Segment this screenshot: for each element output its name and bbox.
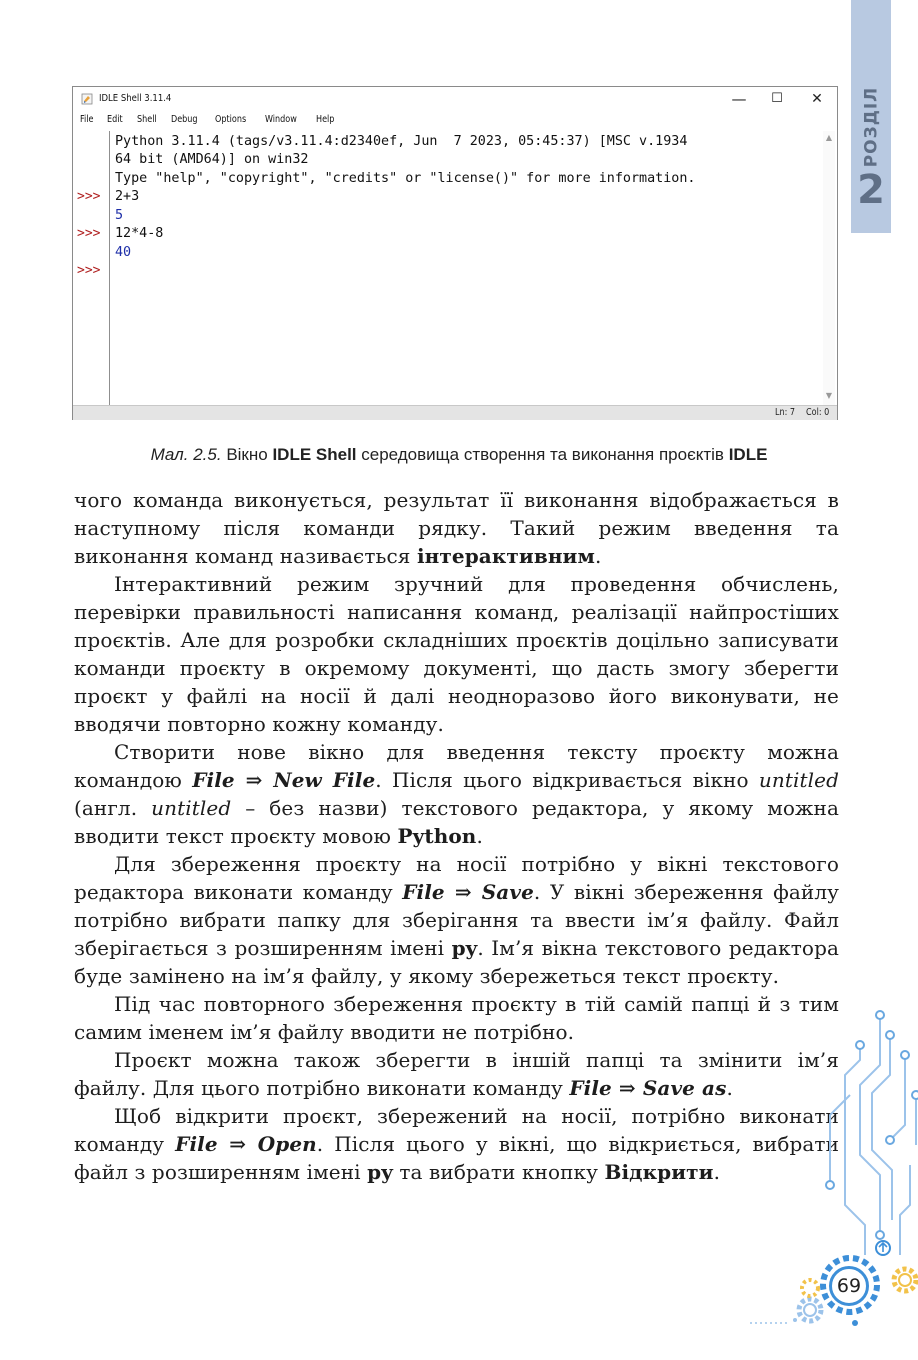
caption-bold: IDLE <box>728 445 768 464</box>
italic-term: untitled <box>758 768 839 792</box>
shell-text-area[interactable] <box>115 131 815 405</box>
italic-term: untitled <box>151 796 232 820</box>
chapter-word: РОЗДІЛ <box>861 86 882 168</box>
term-bold: py <box>367 1160 393 1184</box>
shell-banner-line: Python 3.11.4 (tags/v3.11.4:d2340ef, Jun 7 2023, 05:45:37) [MSC v.1934 <box>115 134 688 149</box>
prompt-gutter <box>73 131 110 405</box>
scroll-up-icon[interactable]: ▲ <box>825 133 833 142</box>
text-run: Проєкт можна також зберегти в іншій папці та змінити ім’я файлу. Для цього потрібно виконати команду <box>74 1048 839 1100</box>
menu-bar <box>73 113 837 129</box>
command-text: File ⇒ Open <box>175 1132 317 1156</box>
paragraph: Інтерактивний режим зручний для проведення обчислень, перевірки правильності написання команд, реалізації найпростіших проєктів. Але для розробки складніших проєктів доцільно записувати команди проєкту в окремому документі, що дасть змогу зберегти проєкт у файлі на носії й далі неодноразово його виконувати, не вводячи повторно кожну команду. <box>74 572 839 736</box>
menu-window[interactable]: Window <box>265 114 297 125</box>
vertical-scrollbar[interactable] <box>823 131 835 405</box>
shell-prompt: >>> <box>77 226 101 241</box>
term-bold: інтерактивним <box>416 544 595 568</box>
menu-edit[interactable]: Edit <box>107 114 123 125</box>
paragraph <box>74 850 839 990</box>
term-bold: Відкрити <box>604 1160 714 1184</box>
shell-input-line: 12*4-8 <box>115 226 164 241</box>
chapter-number: 2 <box>857 167 885 213</box>
body-text <box>74 486 839 1186</box>
menu-options[interactable]: Options <box>215 114 247 125</box>
maximize-button[interactable]: ☐ <box>771 91 783 106</box>
paragraph: Під час повторного збереження проєкту в тій самій папці й з тим самим іменем ім’я файлу вводити не потрібно. <box>74 992 839 1044</box>
window-title: IDLE Shell 3.11.4 <box>99 93 172 104</box>
caption-label: Мал. 2.5. <box>150 445 222 464</box>
term-bold: Python <box>397 824 477 848</box>
text-run: (англ. <box>74 796 152 820</box>
text-run: та вибрати кнопку <box>392 1160 605 1184</box>
title-bar <box>73 87 837 112</box>
status-line: Ln: 7 <box>775 407 796 418</box>
text-run: . Після цього відкривається вікно <box>375 768 759 792</box>
minimize-button[interactable]: — <box>731 90 747 108</box>
gear-icon <box>894 1269 916 1291</box>
idle-shell-window <box>72 86 838 420</box>
text-run: – без назви) текстового редактора, у якому можна вводити текст проєкту мовою <box>74 796 839 848</box>
chapter-word-wrap <box>851 82 891 172</box>
shell-prompt: >>> <box>77 189 101 204</box>
text-run: Для збереження проєкту на носії потрібно у вікні текстового редактора виконати команду <box>74 852 839 904</box>
text-run: . <box>476 824 483 848</box>
text-run: . Ім’я вікна текстового редактора буде замінено на ім’я файлу, у якому збережеться текст проєкту. <box>74 936 839 988</box>
caption-text: середовища створення та виконання проєктів <box>361 445 724 464</box>
menu-help[interactable]: Help <box>316 114 335 125</box>
status-bar <box>73 405 837 420</box>
gear-icon <box>799 1299 821 1321</box>
text-run: Створити нове вікно для введення тексту проєкту можна командою <box>74 740 839 792</box>
shell-banner-line: Type "help", "copyright", "credits" or "license()" for more information. <box>115 171 696 186</box>
caption-text: Вікно <box>226 445 268 464</box>
paragraph <box>74 486 839 570</box>
figure-caption <box>0 445 918 465</box>
command-text: File ⇒ New File <box>192 768 376 792</box>
text-run: . <box>713 1160 721 1184</box>
text-run: . <box>726 1076 733 1100</box>
paragraph <box>74 1102 839 1186</box>
gear-icon <box>802 1280 818 1296</box>
text-run: Щоб відкрити проєкт, збережений на носії, потрібно виконати команду <box>74 1104 839 1156</box>
text-run: . <box>594 544 602 568</box>
python-idle-icon <box>81 93 93 105</box>
status-col: Col: 0 <box>806 407 830 418</box>
menu-shell[interactable]: Shell <box>137 114 157 125</box>
term-bold: py <box>451 936 478 960</box>
paragraph <box>74 738 839 850</box>
scroll-down-icon[interactable]: ▼ <box>825 391 833 400</box>
command-text: File ⇒ Save as <box>569 1076 727 1100</box>
shell-output-line: 5 <box>115 208 124 223</box>
text-run: . У вікні збереження файлу потрібно вибрати папку для зберігання та ввести ім’я файлу. Файл зберігається з розширенням імені <box>74 880 839 960</box>
page-number: 69 <box>829 1266 869 1306</box>
command-text: File ⇒ Save <box>402 880 534 904</box>
circuit-decoration <box>740 1005 918 1345</box>
shell-input-line: 2+3 <box>115 189 140 204</box>
caption-bold: IDLE Shell <box>272 445 357 464</box>
chapter-tab <box>851 0 891 233</box>
close-button[interactable]: ✕ <box>811 91 823 107</box>
shell-banner-line: 64 bit (AMD64)] on win32 <box>115 152 309 167</box>
menu-debug[interactable]: Debug <box>171 114 198 125</box>
menu-file[interactable]: File <box>80 114 94 125</box>
paragraph <box>74 1046 839 1102</box>
shell-output-line: 40 <box>115 245 132 260</box>
text-run: . Після цього у вікні, що відкриється, вибрати файл з розширенням імені <box>74 1132 840 1184</box>
text-run: чого команда виконується, результат її виконання відображається в наступному після команди рядку. Такий режим введення та виконання команд називається <box>74 488 839 568</box>
shell-prompt: >>> <box>77 263 101 278</box>
